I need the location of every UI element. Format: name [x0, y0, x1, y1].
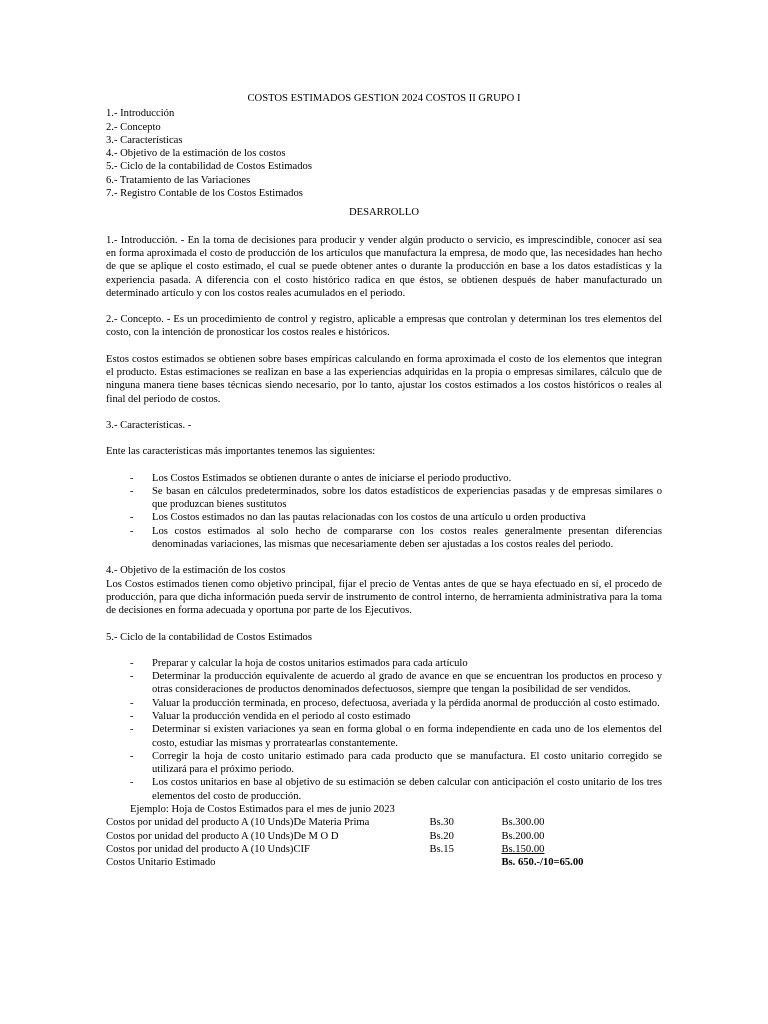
list-item: - Los Costos Estimados se obtienen durante o antes de iniciarse el periodo productivo.: [130, 472, 512, 484]
toc-item: 5.- Ciclo de la contabilidad de Costos Estimados: [106, 161, 312, 173]
list-item: - Corregir la hoja de costo unitario estimado para cada producto que se manufactura. El costo unitario corregido se utilizará para el próximo periodo.: [130, 750, 662, 776]
table-row: [106, 816, 621, 829]
row-label: Costos por unidad del producto A (10 Unds): [106, 843, 294, 855]
row-unit-cost: Bs.30: [429, 817, 454, 829]
list-item: - Valuar la producción terminada, en proceso, defectuosa, averiada y la pérdida anormal de producción al costo estimado.: [130, 697, 660, 709]
toc-item: 7.- Registro Contable de los Costos Estimados: [106, 188, 303, 200]
list-item: - Determinar si existen variaciones ya sean en forma global o en forma independiente en cada uno de los elementos del costo, estudiar las mismas y prorratearlas constantemente.: [130, 724, 662, 749]
objetivo-heading: 4.- Objetivo de la estimación de los costos: [106, 565, 286, 577]
table-of-contents: [106, 107, 662, 200]
dash-bullet: -: [130, 724, 134, 736]
row-label: Costos por unidad del producto A (10 Unds): [106, 830, 294, 842]
row-total: Bs.150.00: [501, 843, 545, 855]
list-item: - Preparar y calcular la hoja de costos unitarios estimados para cada artículo: [130, 657, 468, 669]
table-row: [106, 830, 621, 843]
list-item: - Se basan en cálculos predeterminados, sobre los datos estadísticos de experiencias pasadas y de empresas similares o que produzcan bienes sustitutos: [130, 485, 662, 511]
dash-bullet: -: [130, 472, 134, 484]
dash-bullet: -: [130, 777, 134, 789]
row-label: Costos por unidad del producto A (10 Unds): [106, 817, 294, 829]
dash-bullet: -: [130, 525, 134, 537]
toc-item: 6.- Tratamiento de las Variaciones: [106, 174, 251, 186]
total-value: Bs. 650.-/10=65.00: [501, 857, 584, 869]
row-element: De M O D: [293, 830, 339, 842]
caracteristicas-heading: 3.- Características. -: [106, 419, 192, 431]
concepto-paragraph: 2.- Concepto. - Es un procedimiento de control y registro, aplicable a empresas que controlan y determinan los tres elementos del costo, con la intención de pronosticar los costos reales e históricos.: [106, 314, 662, 339]
row-total: Bs.200.00: [501, 830, 545, 842]
table-row: [106, 843, 621, 856]
desarrollo-heading: DESARROLLO: [348, 207, 420, 219]
dash-bullet: -: [130, 710, 134, 722]
row-element: CIF: [293, 843, 310, 855]
table-row-total: [106, 856, 621, 869]
toc-item: 3.- Características: [106, 134, 183, 146]
total-label: Costos Unitario Estimado: [106, 857, 216, 869]
list-item: - Los costos estimados al solo hecho de compararse con los costos reales generalmente presentan diferencias denominadas variaciones, las mismas que necesariamente deben ser ajustadas a los costos reales del periodo.: [130, 525, 662, 551]
row-unit-cost: Bs.15: [429, 843, 454, 855]
list-item: - Determinar la producción equivalente de acuerdo al grado de avance en que se encuentran los productos en proceso y otras consideraciones de productos denominados defectuosos, siempre que tengan la posibilidad de ser vendidos.: [130, 671, 662, 696]
intro-paragraph: 1.- Introducción. - En la toma de decisiones para producir y vender algún producto o servicio, es imprescindible, conocer así sea en forma aproximada el costo de producción de los artículos que manufactura la empresa, de modo que, las necesidades han hecho de que se aplique el costo estimado, el cual se puede obtener antes o durante la producción en base a los datos estadísticas y la experiencia pasada. A diferencia con el costo histórico radica en que éstos, se obtienen después de haber manufacturado un determinado artículo y con los costos reales acumulados en el periodo.: [106, 234, 662, 299]
dash-bullet: -: [130, 512, 134, 524]
list-item: - Los costos unitarios en base al objetivo de su estimación se deben calcular con anticipación el costo unitario de los tres elementos del costo de producción.: [130, 777, 662, 802]
row-total: Bs.300.00: [501, 817, 545, 829]
ciclo-heading: 5.- Ciclo de la contabilidad de Costos Estimados: [106, 631, 312, 643]
caracteristicas-intro: Ente las características más importantes tenemos las siguientes:: [106, 446, 376, 458]
ejemplo-caption: Ejemplo: Hoja de Costos Estimados para el mes de junio 2023: [130, 804, 395, 816]
dash-bullet: -: [130, 750, 134, 762]
objetivo-paragraph: Los Costos estimados tienen como objetivo principal, fijar el precio de Ventas antes de que se haya efectuado en sí, el procedo de producción, para que dicha información pueda servir de instrumento de control interno, de herramienta administrativa para la toma de decisiones en forma adecuada y oportuna por parte de los Ejecutivos.: [106, 578, 662, 617]
row-unit-cost: Bs.20: [429, 830, 454, 842]
toc-item: 4.- Objetivo de la estimación de los costos: [106, 148, 286, 160]
dash-bullet: -: [130, 485, 134, 497]
list-item: - Los Costos estimados no dan las pautas relacionadas con los costos de una artículo u orden productiva: [130, 512, 586, 524]
caracteristicas-list: [106, 472, 662, 552]
dash-bullet: -: [130, 671, 134, 683]
ejemplo-table: [106, 816, 621, 869]
toc-item: 1.- Introducción: [106, 108, 175, 120]
dash-bullet: -: [130, 657, 134, 669]
ciclo-list: [106, 657, 662, 803]
list-item: - Valuar la producción vendida en el periodo al costo estimado: [130, 710, 411, 722]
document-title: COSTOS ESTIMADOS GESTION 2024 COSTOS II GRUPO I: [247, 93, 521, 104]
dash-bullet: -: [130, 697, 134, 709]
concepto-detail-paragraph: Estos costos estimados se obtienen sobre bases empíricas calculando en forma aproximada el costo de los elementos que integran el producto. Estas estimaciones se realizan en base a las experiencias adquiridas en la propia o empresas similares, cálculo que de ninguna manera tiene bases técnicas siendo necesario, por lo tanto, ajustar los costos estimados a los costos históricos o reales al final del periodo de costos.: [106, 353, 662, 405]
toc-item: 2.- Concepto: [106, 121, 161, 133]
row-element: De Materia Prima: [293, 817, 370, 829]
